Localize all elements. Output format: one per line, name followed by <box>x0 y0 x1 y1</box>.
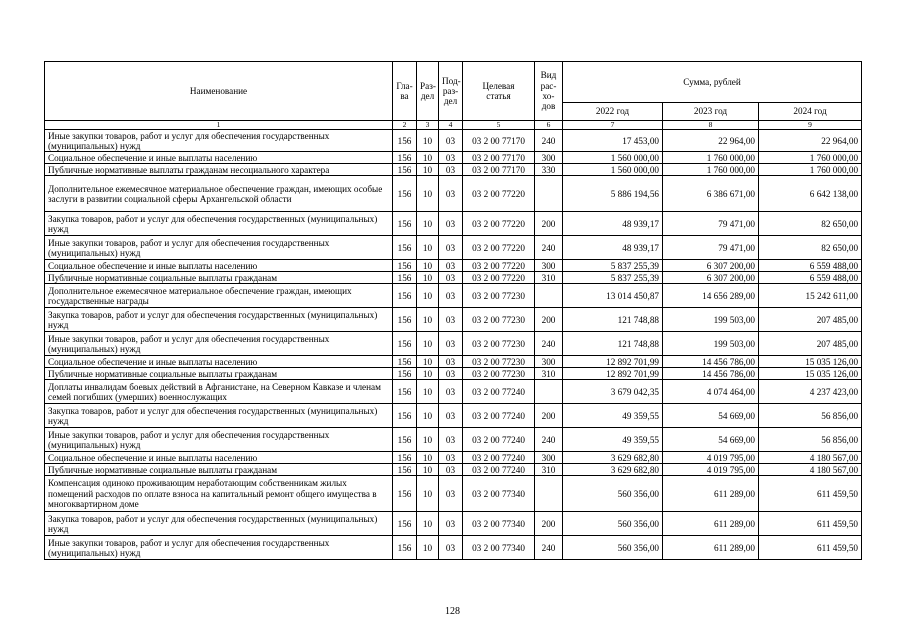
row-name: Публичные нормативные социальные выплаты гражданам <box>45 272 393 284</box>
row-sum-2024: 15 035 126,00 <box>759 368 862 380</box>
row-section: 10 <box>417 536 439 560</box>
row-exptype: 240 <box>535 428 563 452</box>
row-chapter: 156 <box>393 380 417 404</box>
row-target: 03 2 00 77170 <box>463 152 535 164</box>
row-sum-2022: 121 748,88 <box>563 332 663 356</box>
row-exptype: 310 <box>535 272 563 284</box>
table-row <box>45 164 862 176</box>
row-sum-2023: 611 289,00 <box>663 512 759 536</box>
table-row <box>45 260 862 272</box>
row-target: 03 2 00 77230 <box>463 332 535 356</box>
row-target: 03 2 00 77220 <box>463 176 535 212</box>
row-sum-2024: 6 559 488,00 <box>759 260 862 272</box>
row-target: 03 2 00 77240 <box>463 464 535 476</box>
row-exptype: 300 <box>535 152 563 164</box>
row-exptype <box>535 176 563 212</box>
row-target: 03 2 00 77240 <box>463 452 535 464</box>
colnum: 9 <box>759 121 862 130</box>
column-numbers-row <box>45 121 862 130</box>
row-target: 03 2 00 77240 <box>463 380 535 404</box>
row-sum-2023: 4 019 795,00 <box>663 464 759 476</box>
row-subsection: 03 <box>439 428 463 452</box>
row-subsection: 03 <box>439 536 463 560</box>
row-chapter: 156 <box>393 428 417 452</box>
row-subsection: 03 <box>439 152 463 164</box>
row-sum-2023: 79 471,00 <box>663 236 759 260</box>
row-subsection: 03 <box>439 476 463 512</box>
row-name: Иные закупки товаров, работ и услуг для обеспечения государственных (муниципальных) нужд <box>45 428 393 452</box>
row-sum-2023: 54 669,00 <box>663 428 759 452</box>
row-subsection: 03 <box>439 452 463 464</box>
row-exptype: 200 <box>535 308 563 332</box>
row-target: 03 2 00 77220 <box>463 212 535 236</box>
row-sum-2023: 4 019 795,00 <box>663 452 759 464</box>
row-name: Иные закупки товаров, работ и услуг для обеспечения государственных (муниципальных) нужд <box>45 332 393 356</box>
row-name: Иные закупки товаров, работ и услуг для обеспечения государственных (муниципальных) нужд <box>45 536 393 560</box>
row-sum-2023: 6 307 200,00 <box>663 260 759 272</box>
row-target: 03 2 00 77230 <box>463 368 535 380</box>
row-sum-2023: 22 964,00 <box>663 130 759 152</box>
row-exptype <box>535 476 563 512</box>
row-sum-2022: 49 359,55 <box>563 404 663 428</box>
row-section: 10 <box>417 428 439 452</box>
colnum: 7 <box>563 121 663 130</box>
row-section: 10 <box>417 152 439 164</box>
row-chapter: 156 <box>393 356 417 368</box>
row-section: 10 <box>417 368 439 380</box>
budget-table <box>44 61 862 560</box>
colnum: 8 <box>663 121 759 130</box>
row-sum-2024: 56 856,00 <box>759 428 862 452</box>
table-row <box>45 476 862 512</box>
row-section: 10 <box>417 464 439 476</box>
row-subsection: 03 <box>439 272 463 284</box>
page-number: 128 <box>445 606 460 617</box>
row-sum-2023: 14 456 786,00 <box>663 368 759 380</box>
row-section: 10 <box>417 176 439 212</box>
row-exptype: 240 <box>535 332 563 356</box>
row-chapter: 156 <box>393 332 417 356</box>
row-target: 03 2 00 77170 <box>463 164 535 176</box>
row-sum-2022: 12 892 701,99 <box>563 368 663 380</box>
row-chapter: 156 <box>393 452 417 464</box>
table-row <box>45 380 862 404</box>
row-sum-2024: 611 459,50 <box>759 476 862 512</box>
row-exptype <box>535 284 563 308</box>
colnum: 1 <box>45 121 393 130</box>
table-row <box>45 452 862 464</box>
row-subsection: 03 <box>439 164 463 176</box>
row-name: Иные закупки товаров, работ и услуг для обеспечения государственных (муниципальных) нужд <box>45 236 393 260</box>
row-section: 10 <box>417 284 439 308</box>
row-sum-2022: 5 837 255,39 <box>563 272 663 284</box>
row-sum-2022: 3 679 042,35 <box>563 380 663 404</box>
row-sum-2024: 207 485,00 <box>759 308 862 332</box>
row-chapter: 156 <box>393 404 417 428</box>
header-chapter: Гла- ва <box>393 62 417 121</box>
row-sum-2024: 82 650,00 <box>759 212 862 236</box>
row-section: 10 <box>417 236 439 260</box>
row-chapter: 156 <box>393 212 417 236</box>
row-section: 10 <box>417 404 439 428</box>
row-chapter: 156 <box>393 308 417 332</box>
row-exptype: 240 <box>535 130 563 152</box>
row-exptype: 300 <box>535 452 563 464</box>
header-year-2022: 2022 год <box>563 103 663 121</box>
row-sum-2022: 121 748,88 <box>563 308 663 332</box>
row-sum-2022: 560 356,00 <box>563 536 663 560</box>
row-target: 03 2 00 77240 <box>463 404 535 428</box>
row-name: Публичные нормативные выплаты гражданам несоциального характера <box>45 164 393 176</box>
row-sum-2022: 1 560 000,00 <box>563 164 663 176</box>
row-section: 10 <box>417 272 439 284</box>
header-target: Целевая статья <box>463 62 535 121</box>
row-name: Закупка товаров, работ и услуг для обеспечения государственных (муниципальных) нужд <box>45 404 393 428</box>
row-target: 03 2 00 77170 <box>463 130 535 152</box>
row-section: 10 <box>417 332 439 356</box>
table-row <box>45 428 862 452</box>
row-sum-2022: 1 560 000,00 <box>563 152 663 164</box>
row-target: 03 2 00 77340 <box>463 536 535 560</box>
header-year-2023: 2023 год <box>663 103 759 121</box>
row-sum-2023: 4 074 464,00 <box>663 380 759 404</box>
row-name: Социальное обеспечение и иные выплаты населению <box>45 152 393 164</box>
header-exptype: Вид рас- хо- дов <box>535 62 563 121</box>
row-sum-2022: 48 939,17 <box>563 236 663 260</box>
header-sum: Сумма, рублей <box>563 62 862 103</box>
row-name: Дополнительное ежемесячное материальное обеспечение граждан, имеющих особые заслуги в развитии социальной сферы Архангельской области <box>45 176 393 212</box>
colnum: 6 <box>535 121 563 130</box>
row-chapter: 156 <box>393 164 417 176</box>
row-exptype: 240 <box>535 236 563 260</box>
row-subsection: 03 <box>439 130 463 152</box>
row-sum-2024: 4 237 423,00 <box>759 380 862 404</box>
row-section: 10 <box>417 356 439 368</box>
row-subsection: 03 <box>439 404 463 428</box>
row-name: Социальное обеспечение и иные выплаты населению <box>45 452 393 464</box>
row-name: Закупка товаров, работ и услуг для обеспечения государственных (муниципальных) нужд <box>45 308 393 332</box>
row-sum-2022: 560 356,00 <box>563 512 663 536</box>
row-sum-2024: 4 180 567,00 <box>759 464 862 476</box>
table-row <box>45 368 862 380</box>
row-chapter: 156 <box>393 272 417 284</box>
table-row <box>45 212 862 236</box>
table-row <box>45 284 862 308</box>
row-chapter: 156 <box>393 536 417 560</box>
row-chapter: 156 <box>393 152 417 164</box>
header-subsection: Под- раз- дел <box>439 62 463 121</box>
row-exptype: 200 <box>535 212 563 236</box>
row-chapter: 156 <box>393 512 417 536</box>
row-target: 03 2 00 77340 <box>463 476 535 512</box>
row-subsection: 03 <box>439 332 463 356</box>
row-sum-2024: 6 642 138,00 <box>759 176 862 212</box>
row-exptype: 200 <box>535 404 563 428</box>
row-sum-2023: 199 503,00 <box>663 332 759 356</box>
row-subsection: 03 <box>439 260 463 272</box>
row-subsection: 03 <box>439 356 463 368</box>
row-subsection: 03 <box>439 464 463 476</box>
row-sum-2024: 1 760 000,00 <box>759 164 862 176</box>
table-row <box>45 536 862 560</box>
table-row <box>45 512 862 536</box>
table-row <box>45 130 862 152</box>
row-sum-2023: 1 760 000,00 <box>663 164 759 176</box>
row-sum-2023: 6 386 671,00 <box>663 176 759 212</box>
row-chapter: 156 <box>393 476 417 512</box>
row-sum-2023: 14 656 289,00 <box>663 284 759 308</box>
row-sum-2022: 13 014 450,87 <box>563 284 663 308</box>
row-exptype: 310 <box>535 368 563 380</box>
row-subsection: 03 <box>439 236 463 260</box>
header-year-2024: 2024 год <box>759 103 862 121</box>
row-sum-2024: 22 964,00 <box>759 130 862 152</box>
row-sum-2024: 4 180 567,00 <box>759 452 862 464</box>
row-section: 10 <box>417 308 439 332</box>
row-subsection: 03 <box>439 368 463 380</box>
table-row <box>45 332 862 356</box>
row-target: 03 2 00 77240 <box>463 428 535 452</box>
header-name: Наименование <box>45 62 393 121</box>
row-subsection: 03 <box>439 212 463 236</box>
row-sum-2023: 611 289,00 <box>663 476 759 512</box>
row-sum-2023: 14 456 786,00 <box>663 356 759 368</box>
row-sum-2023: 6 307 200,00 <box>663 272 759 284</box>
row-exptype: 330 <box>535 164 563 176</box>
row-sum-2022: 12 892 701,99 <box>563 356 663 368</box>
row-exptype: 200 <box>535 512 563 536</box>
row-name: Закупка товаров, работ и услуг для обеспечения государственных (муниципальных) нужд <box>45 212 393 236</box>
row-subsection: 03 <box>439 380 463 404</box>
row-chapter: 156 <box>393 260 417 272</box>
row-target: 03 2 00 77230 <box>463 284 535 308</box>
row-sum-2024: 611 459,50 <box>759 512 862 536</box>
row-sum-2024: 6 559 488,00 <box>759 272 862 284</box>
row-name: Дополнительное ежемесячное материальное обеспечение граждан, имеющих государственные награды <box>45 284 393 308</box>
row-chapter: 156 <box>393 464 417 476</box>
row-sum-2024: 82 650,00 <box>759 236 862 260</box>
row-section: 10 <box>417 380 439 404</box>
row-section: 10 <box>417 212 439 236</box>
row-subsection: 03 <box>439 284 463 308</box>
row-sum-2024: 15 035 126,00 <box>759 356 862 368</box>
row-exptype <box>535 380 563 404</box>
row-sum-2022: 560 356,00 <box>563 476 663 512</box>
row-sum-2024: 1 760 000,00 <box>759 152 862 164</box>
row-target: 03 2 00 77340 <box>463 512 535 536</box>
row-section: 10 <box>417 164 439 176</box>
row-sum-2022: 3 629 682,80 <box>563 464 663 476</box>
row-section: 10 <box>417 452 439 464</box>
row-chapter: 156 <box>393 368 417 380</box>
row-section: 10 <box>417 476 439 512</box>
row-exptype: 300 <box>535 260 563 272</box>
row-name: Иные закупки товаров, работ и услуг для обеспечения государственных (муниципальных) нужд <box>45 130 393 152</box>
row-sum-2022: 3 629 682,80 <box>563 452 663 464</box>
row-target: 03 2 00 77220 <box>463 236 535 260</box>
row-chapter: 156 <box>393 236 417 260</box>
row-subsection: 03 <box>439 308 463 332</box>
row-chapter: 156 <box>393 284 417 308</box>
table-row <box>45 404 862 428</box>
colnum: 3 <box>417 121 439 130</box>
row-sum-2024: 56 856,00 <box>759 404 862 428</box>
table-row <box>45 236 862 260</box>
row-exptype: 240 <box>535 536 563 560</box>
row-sum-2023: 79 471,00 <box>663 212 759 236</box>
row-sum-2022: 49 359,55 <box>563 428 663 452</box>
table-row <box>45 356 862 368</box>
row-subsection: 03 <box>439 176 463 212</box>
row-target: 03 2 00 77220 <box>463 272 535 284</box>
row-sum-2024: 207 485,00 <box>759 332 862 356</box>
row-name: Публичные нормативные социальные выплаты гражданам <box>45 368 393 380</box>
row-target: 03 2 00 77230 <box>463 356 535 368</box>
table-row <box>45 176 862 212</box>
row-sum-2022: 48 939,17 <box>563 212 663 236</box>
row-name: Закупка товаров, работ и услуг для обеспечения государственных (муниципальных) нужд <box>45 512 393 536</box>
row-sum-2022: 5 886 194,56 <box>563 176 663 212</box>
row-sum-2023: 611 289,00 <box>663 536 759 560</box>
row-sum-2023: 1 760 000,00 <box>663 152 759 164</box>
row-sum-2024: 611 459,50 <box>759 536 862 560</box>
row-name: Доплаты инвалидам боевых действий в Афганистане, на Северном Кавказе и членам семей погибших (умерших) военнослужащих <box>45 380 393 404</box>
colnum: 2 <box>393 121 417 130</box>
table-row <box>45 308 862 332</box>
colnum: 4 <box>439 121 463 130</box>
row-target: 03 2 00 77230 <box>463 308 535 332</box>
row-target: 03 2 00 77220 <box>463 260 535 272</box>
row-sum-2023: 54 669,00 <box>663 404 759 428</box>
header-section: Раз- дел <box>417 62 439 121</box>
row-exptype: 300 <box>535 356 563 368</box>
row-name: Социальное обеспечение и иные выплаты населению <box>45 356 393 368</box>
row-name: Компенсация одиноко проживающим неработающим собственникам жилых помещений расходов по оплате взноса на капитальный ремонт общего имущества в многоквартирном доме <box>45 476 393 512</box>
row-name: Публичные нормативные социальные выплаты гражданам <box>45 464 393 476</box>
row-sum-2022: 17 453,00 <box>563 130 663 152</box>
row-exptype: 310 <box>535 464 563 476</box>
row-subsection: 03 <box>439 512 463 536</box>
row-section: 10 <box>417 130 439 152</box>
colnum: 5 <box>463 121 535 130</box>
row-chapter: 156 <box>393 176 417 212</box>
row-name: Социальное обеспечение и иные выплаты населению <box>45 260 393 272</box>
row-sum-2024: 15 242 611,00 <box>759 284 862 308</box>
row-sum-2023: 199 503,00 <box>663 308 759 332</box>
row-section: 10 <box>417 512 439 536</box>
table-row <box>45 152 862 164</box>
row-chapter: 156 <box>393 130 417 152</box>
row-section: 10 <box>417 260 439 272</box>
table-row <box>45 272 862 284</box>
row-sum-2022: 5 837 255,39 <box>563 260 663 272</box>
table-row <box>45 464 862 476</box>
